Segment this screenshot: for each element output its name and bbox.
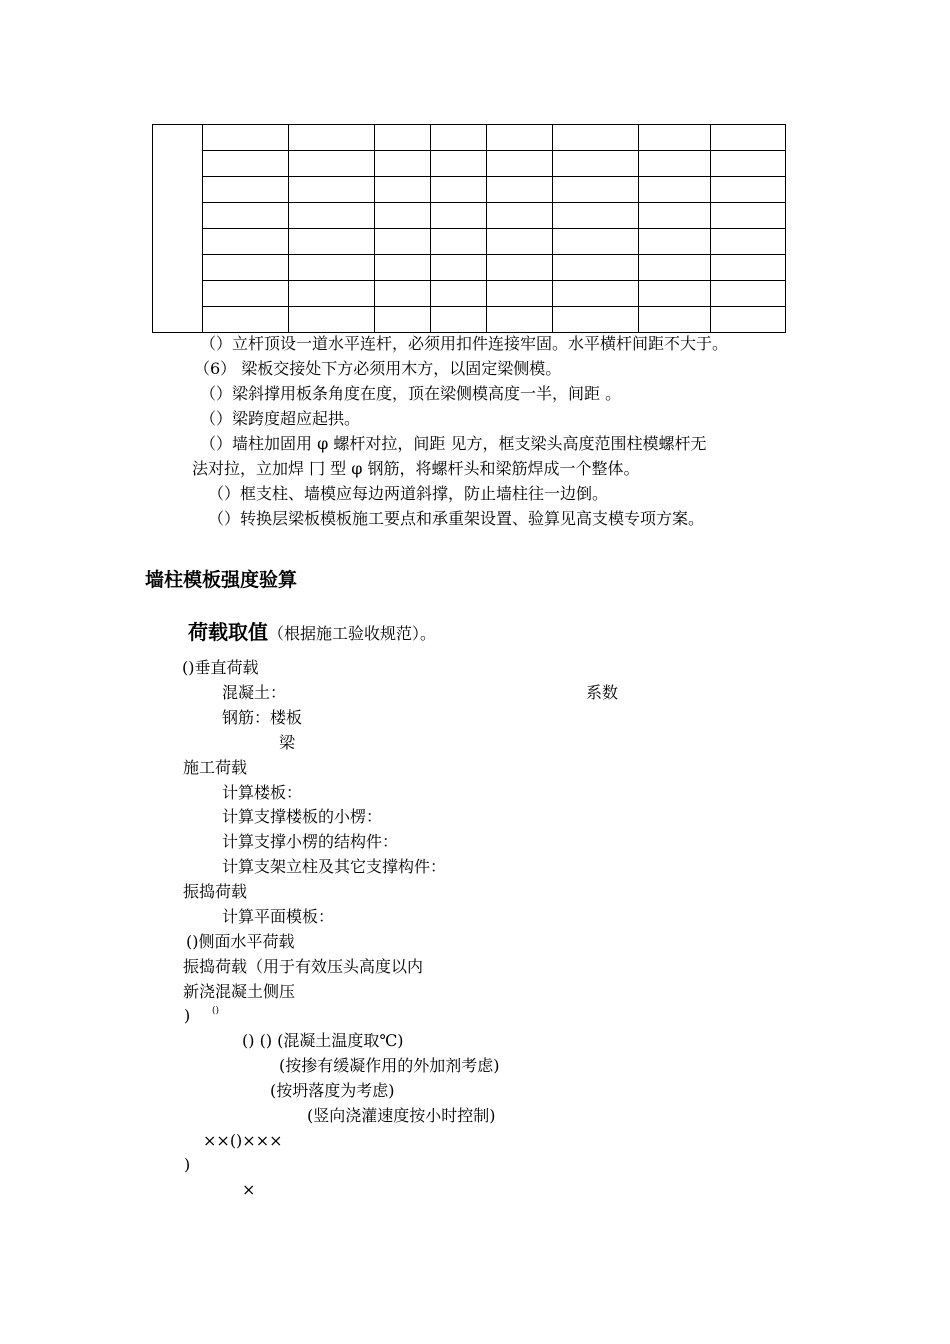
paragraph-line: （）框支柱、墙模应每边两道斜撑，防止墙柱往一边倒。 — [208, 484, 609, 503]
calc-line: (按掺有缓凝作用的外加剂考虑) — [279, 1056, 500, 1075]
table-cell — [153, 125, 203, 333]
table-cell — [289, 255, 375, 281]
table-cell — [375, 151, 431, 177]
table-cell — [711, 281, 786, 307]
subsection-title: 荷载取值 — [188, 620, 268, 644]
table-cell — [375, 203, 431, 229]
calc-line: 振捣荷载（用于有效压头高度以内 — [183, 957, 424, 976]
table-cell — [203, 177, 289, 203]
calc-line: 计算支架立柱及其它支撑构件： — [222, 857, 447, 876]
table-cell — [639, 203, 711, 229]
calc-line: 计算楼板： — [222, 783, 303, 802]
calc-line: 计算支撑小楞的结构件： — [222, 832, 399, 851]
table-cell — [487, 229, 553, 255]
calc-line: (按坍落度为考虑) — [270, 1081, 395, 1100]
paragraph-line: （）梁跨度超应起拱。 — [200, 409, 361, 428]
calc-line: × — [242, 1180, 256, 1199]
table-cell — [203, 255, 289, 281]
table-cell — [553, 281, 639, 307]
table-cell — [431, 281, 487, 307]
table-cell — [711, 177, 786, 203]
calc-line: ××()××× — [203, 1131, 283, 1150]
table-cell — [203, 281, 289, 307]
table-row — [153, 229, 786, 255]
data-table — [152, 124, 786, 333]
calc-line: 系数 — [586, 683, 619, 702]
table-row — [153, 307, 786, 333]
calc-line: 梁 — [279, 733, 296, 752]
paragraph-line: （6） 梁板交接处下方必须用木方，以固定梁侧模。 — [194, 359, 562, 378]
calc-line: ) — [184, 1006, 191, 1025]
table-cell — [553, 177, 639, 203]
paragraph-line: 法对拉，立加焊 冂 型 φ 钢筋，将螺杆头和梁筋焊成一个整体。 — [192, 459, 640, 478]
table-cell — [639, 229, 711, 255]
table-cell — [487, 307, 553, 333]
table-cell — [487, 177, 553, 203]
table-cell — [711, 151, 786, 177]
calc-line: 振捣荷载 — [183, 882, 248, 901]
table-cell — [289, 229, 375, 255]
table-cell — [639, 281, 711, 307]
table-cell — [203, 229, 289, 255]
table-cell — [639, 151, 711, 177]
table-cell — [289, 177, 375, 203]
table-cell — [711, 307, 786, 333]
table-cell — [639, 307, 711, 333]
table-row — [153, 281, 786, 307]
paragraph-line: （）立杆顶设一道水平连杆，必须用扣件连接牢固。水平横杆间距不大于。 — [200, 334, 729, 353]
table-cell — [289, 281, 375, 307]
table-cell — [711, 125, 786, 151]
calc-line: 混凝土： — [222, 683, 287, 702]
table-cell — [203, 307, 289, 333]
table-cell — [289, 151, 375, 177]
table-cell — [711, 255, 786, 281]
calc-line: (竖向浇灌速度按小时控制) — [307, 1106, 496, 1125]
table-cell — [375, 307, 431, 333]
subsection-note: （根据施工验收规范）。 — [268, 624, 437, 643]
table-cell — [553, 255, 639, 281]
table-cell — [431, 151, 487, 177]
table-cell — [289, 307, 375, 333]
table-cell — [487, 151, 553, 177]
subsection-heading — [188, 622, 436, 642]
calc-line: 钢筋：楼板 — [222, 708, 303, 727]
table-cell — [375, 177, 431, 203]
table-cell — [639, 177, 711, 203]
paragraph-line: （）墙柱加固用 φ 螺杆对拉，间距 见方，框支梁头高度范围柱模螺杆无 — [200, 434, 707, 453]
paragraph-line: （）梁斜撑用板条角度在度，顶在梁侧模高度一半，间距 。 — [200, 384, 622, 403]
calc-line: 施工荷载 — [183, 758, 248, 777]
table-cell — [487, 125, 553, 151]
table-cell — [553, 307, 639, 333]
calc-line: ()垂直荷载 — [182, 658, 259, 677]
table-cell — [375, 229, 431, 255]
table-cell — [289, 203, 375, 229]
paragraph-line: （）转换层梁板模板施工要点和承重架设置、验算见高支模专项方案。 — [208, 509, 705, 528]
calc-line: 新浇混凝土侧压 — [183, 982, 296, 1001]
calc-line: ) — [184, 1155, 191, 1174]
table-cell — [375, 125, 431, 151]
section-title: 墙柱模板强度验算 — [145, 569, 298, 591]
table-cell — [711, 203, 786, 229]
table-cell — [431, 203, 487, 229]
table-cell — [431, 255, 487, 281]
calc-line: 计算平面模板： — [222, 907, 335, 926]
table-row — [153, 177, 786, 203]
table-cell — [431, 229, 487, 255]
table-cell — [289, 125, 375, 151]
table-row — [153, 151, 786, 177]
table-cell — [487, 281, 553, 307]
table-row — [153, 203, 786, 229]
table-cell — [639, 125, 711, 151]
calc-line: ()侧面水平荷载 — [186, 932, 295, 951]
table-cell — [553, 203, 639, 229]
table-cell — [203, 203, 289, 229]
table-cell — [375, 281, 431, 307]
table-cell — [553, 229, 639, 255]
table-cell — [553, 151, 639, 177]
table-row — [153, 125, 786, 151]
calc-superscript: () — [212, 1006, 220, 1016]
calc-line: () () (混凝土温度取℃) — [242, 1031, 404, 1050]
table-cell — [553, 125, 639, 151]
table-cell — [203, 125, 289, 151]
table-cell — [431, 177, 487, 203]
calc-line: 计算支撑楼板的小楞： — [222, 807, 383, 826]
table-cell — [487, 203, 553, 229]
table-cell — [487, 255, 553, 281]
table-cell — [431, 307, 487, 333]
table-cell — [431, 125, 487, 151]
table-cell — [639, 255, 711, 281]
table-row — [153, 255, 786, 281]
table-cell — [711, 229, 786, 255]
table-cell — [375, 255, 431, 281]
table-cell — [203, 151, 289, 177]
